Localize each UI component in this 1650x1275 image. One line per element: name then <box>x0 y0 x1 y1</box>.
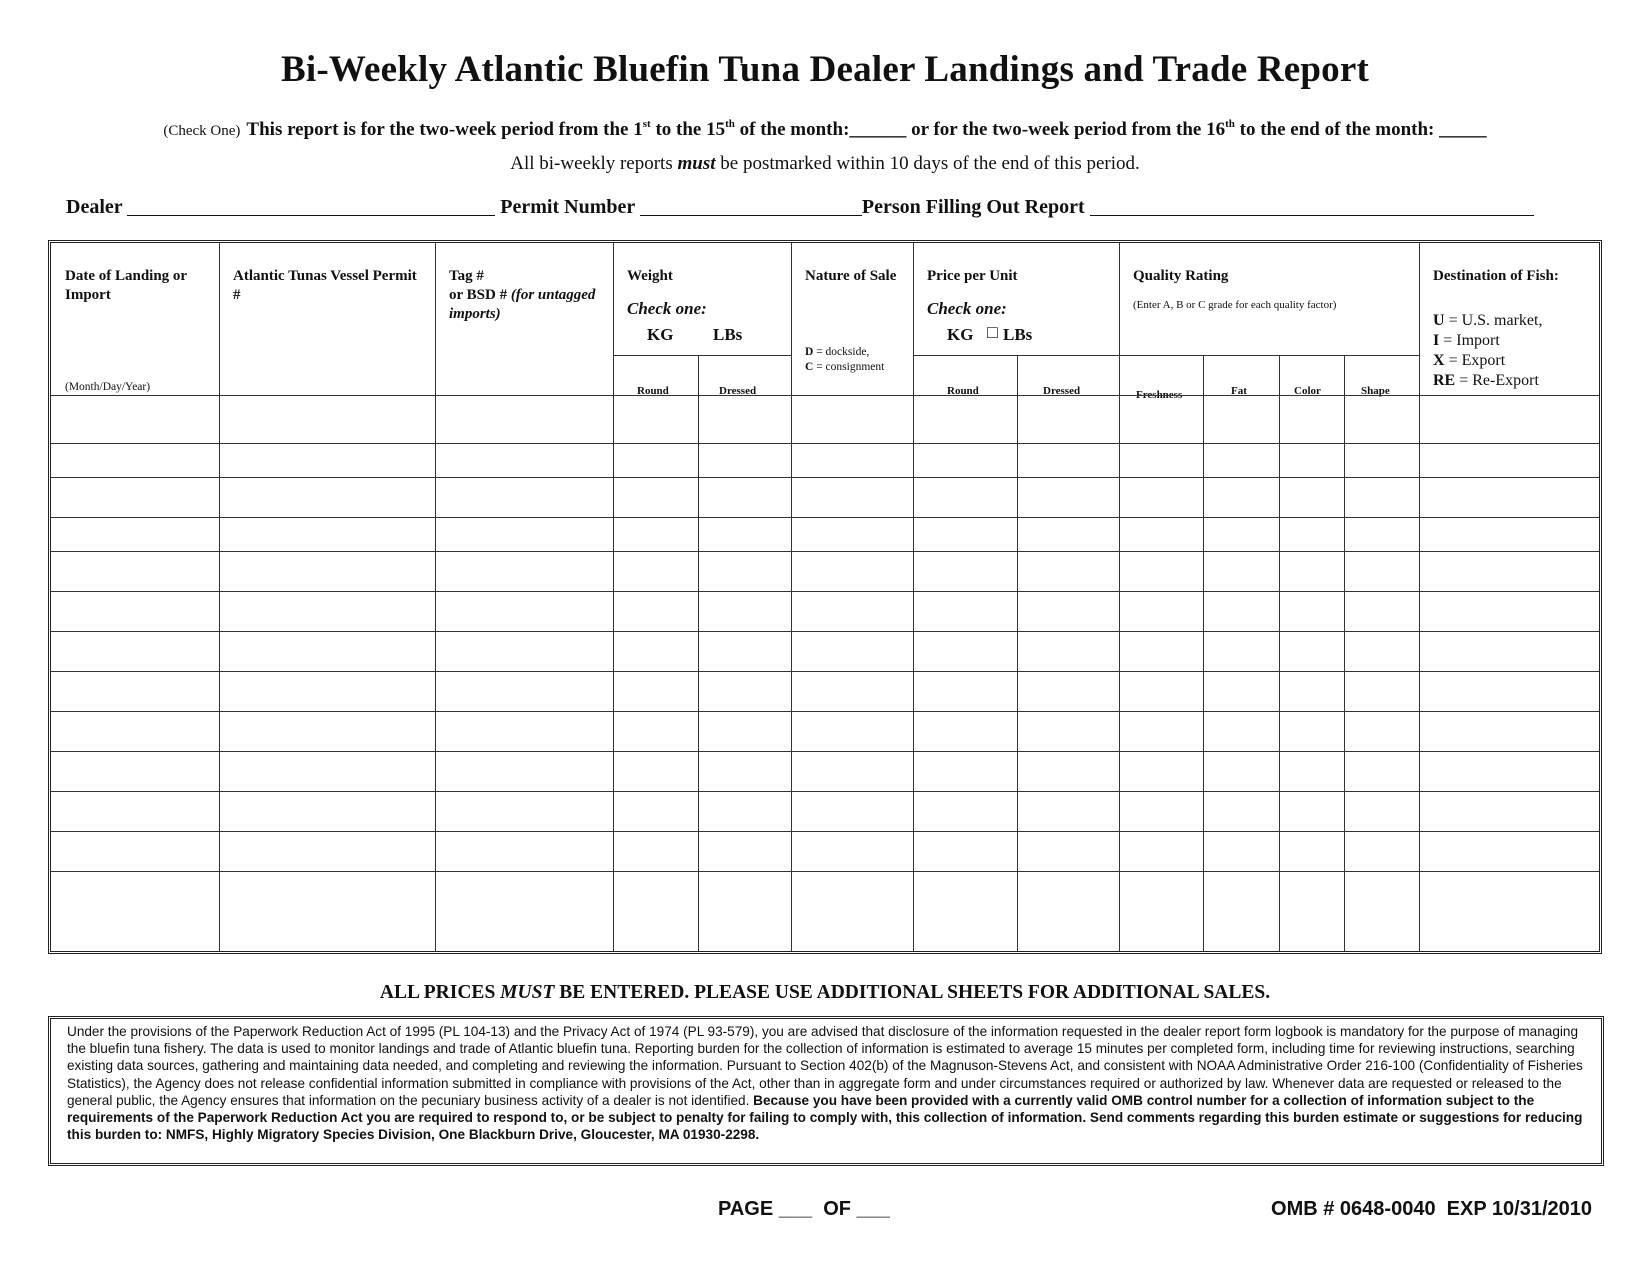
paperwork-reduction-notice <box>48 1016 1604 1166</box>
check-one-label: (Check One) <box>163 123 241 139</box>
form-title: Bi-Weekly Atlantic Bluefin Tuna Dealer Landings and Trade Report <box>280 49 1370 90</box>
col-divider <box>1203 355 1204 951</box>
table-row[interactable] <box>51 831 1599 832</box>
person-filling-field[interactable] <box>1090 197 1534 216</box>
weight-dressed-header: Dressed <box>719 385 757 397</box>
table-row[interactable] <box>51 591 1599 592</box>
col-divider <box>791 243 792 951</box>
col-weight-header: Weight <box>627 268 673 284</box>
col-date-format: (Month/Day/Year) <box>65 381 151 393</box>
weight-round-header: Round <box>637 385 669 397</box>
dealer-field[interactable] <box>127 197 495 216</box>
col-tag-header: Tag # or BSD # (for untagged imports) <box>449 268 596 322</box>
period-text: This report is for the two-week period from the 1st to the 15th of the month:______ or for the two-week period from the 16th to the end of the month: _____ <box>246 118 1487 140</box>
price-check-one: Check one: <box>927 299 1007 318</box>
col-vessel-header: Atlantic Tunas Vessel Permit # <box>233 268 417 303</box>
subheader-divider <box>913 355 1419 356</box>
price-checkbox[interactable]: □ <box>987 322 998 342</box>
quality-note: (Enter A, B or C grade for each quality factor) <box>1133 299 1337 311</box>
landings-grid <box>51 243 1599 951</box>
col-divider <box>1119 243 1120 951</box>
quality-color-header: Color <box>1294 385 1321 397</box>
subheader-divider <box>613 355 791 356</box>
omb-number: OMB # 0648-0040 EXP 10/31/2010 <box>1271 1198 1592 1220</box>
quality-shape-header: Shape <box>1361 385 1390 397</box>
col-divider <box>435 243 436 951</box>
quality-freshness-header: Freshness <box>1136 389 1183 401</box>
col-divider <box>613 243 614 951</box>
col-price-header: Price per Unit <box>927 268 1018 284</box>
table-row[interactable] <box>51 477 1599 478</box>
nature-legend: D = dockside, C = consignment <box>805 346 885 373</box>
pricing-notice: ALL PRICES MUST BE ENTERED. PLEASE USE ADDITIONAL SHEETS FOR ADDITIONAL SALES. <box>379 982 1271 1003</box>
col-divider <box>1017 355 1018 951</box>
col-quality-header: Quality Rating <box>1133 268 1229 284</box>
table-row[interactable] <box>51 671 1599 672</box>
col-divider <box>698 355 699 951</box>
table-row[interactable] <box>51 631 1599 632</box>
destination-legend: U = U.S. market, I = Import X = Export RE = Re-Export <box>1433 312 1543 389</box>
col-nature-header: Nature of Sale <box>805 268 897 284</box>
table-row[interactable] <box>51 443 1599 444</box>
legal-bold-text: Because you have been provided with a currently valid OMB control number for a collection of information subject to the requirements of the Paperwork Reduction Act you are required to respond to, or be subject to penalty for failing to comply with, this collection of information. Send comments regarding this burden estimate or suggestions for reducing this burden to: NMFS, Highly Migratory Species Division, One Blackburn Drive, Gloucester, MA 01930-2298. <box>67 1092 1583 1143</box>
col-divider <box>913 243 914 951</box>
table-row[interactable] <box>51 871 1599 872</box>
permit-number-label: Permit Number <box>500 196 635 218</box>
postmark-notice: All bi-weekly reports must be postmarked within 10 days of the end of this period. <box>510 153 1140 174</box>
weight-lbs-option[interactable]: LBs <box>713 325 743 344</box>
price-kg-option[interactable]: KG <box>947 325 974 344</box>
weight-kg-option[interactable]: KG <box>647 325 674 344</box>
dealer-info-line <box>66 196 1534 219</box>
col-divider <box>1344 355 1345 951</box>
col-divider <box>219 243 220 951</box>
price-lbs-option[interactable]: LBs <box>1003 325 1033 344</box>
weight-check-one: Check one: <box>627 299 707 318</box>
permit-number-field[interactable] <box>640 197 862 216</box>
price-round-header: Round <box>947 385 979 397</box>
table-row[interactable] <box>51 711 1599 712</box>
col-date-header: Date of Landing or Import <box>65 268 187 303</box>
page-number-line: PAGE ___ OF ___ <box>718 1198 890 1220</box>
legal-text: Under the provisions of the Paperwork Reduction Act of 1995 (PL 104-13) and the Privacy Act of 1974 (PL 93-579), you are advised that disclosure of the information requested in the dealer report form logbook is mandatory for the purpose of managing the bluefin tuna fishery. The data is used to monitor landings and trade of Atlantic bluefin tuna. Reporting burden for the collection of information is estimated to average 15 minutes per completed form, including time for reviewing instructions, searching existing data sources, gathering and maintaining data needed, and completing and reviewing the information. Pursuant to Section 402(b) of the Magnuson-Stevens Act, and consistent with NOAA Administrative Order 216-100 (Confidentiality of Fisheries Statistics), the Agency does not release confidential information submitted in compliance with provisions of the Act, other than in aggregate form and under circumstances required or authorized by law. Whenever data are requested or released to the general public, the Agency ensures that information on the pecuniary business activity of a dealer is not identified. <box>67 1024 1583 1108</box>
price-dressed-header: Dressed <box>1043 385 1081 397</box>
col-destination-header: Destination of Fish: <box>1433 268 1559 284</box>
reporting-period-line <box>0 118 1650 141</box>
quality-fat-header: Fat <box>1231 385 1247 397</box>
person-filling-label: Person Filling Out Report <box>861 196 1085 218</box>
table-row[interactable] <box>51 751 1599 752</box>
table-row[interactable] <box>51 791 1599 792</box>
table-row[interactable] <box>51 551 1599 552</box>
col-divider <box>1419 243 1420 951</box>
dealer-label: Dealer <box>66 196 123 218</box>
header-bottom-line <box>51 395 1599 396</box>
table-row[interactable] <box>51 517 1599 518</box>
landings-table <box>48 240 1602 954</box>
col-divider <box>1279 355 1280 951</box>
